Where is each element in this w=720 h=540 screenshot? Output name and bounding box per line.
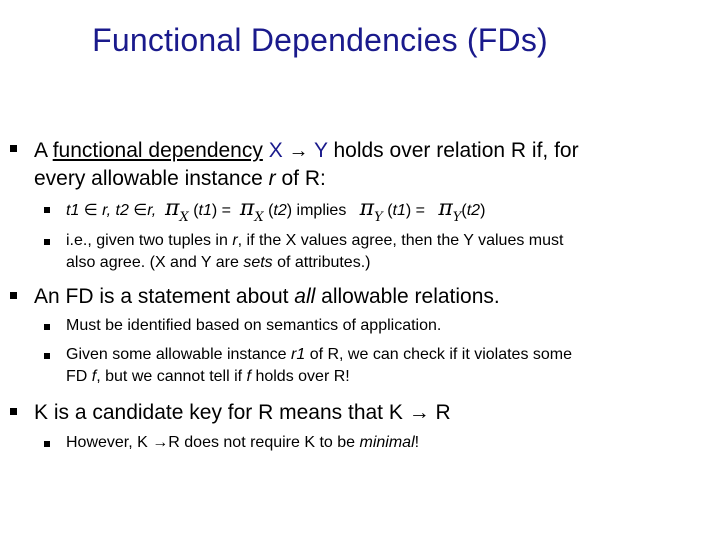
arrow-symbol: → [288, 140, 309, 162]
projection-subscript-x: X [254, 210, 264, 225]
text: K is a candidate key for R means that K [34, 401, 409, 424]
tuple-t2: t2 [273, 202, 287, 219]
projection-subscript-y: Y [452, 210, 462, 225]
paren: ( [387, 202, 393, 219]
arrow-symbol: → [152, 434, 169, 451]
bullet-fd-definition [34, 137, 579, 192]
text: of attributes.) [272, 254, 371, 271]
relation-r: r, [147, 202, 157, 219]
bullet-marker [10, 292, 17, 299]
text: i.e., given two tuples in [66, 232, 233, 249]
sub-bullet-marker [44, 353, 50, 359]
text: , but we cannot tell if [96, 368, 247, 385]
sub-bullet-semantics [66, 315, 441, 337]
text: FD [66, 368, 92, 385]
bullet-fd-statement [34, 283, 500, 310]
tuple-t2: t2 [466, 202, 481, 219]
text: of R: [275, 167, 326, 190]
text: holds over relation R if, for [327, 139, 579, 162]
text: of R, we can check if it violates some [305, 346, 573, 363]
emphasis-all: all [294, 285, 316, 308]
bullet-candidate-key [34, 399, 451, 426]
term-functional-dependency: functional dependency [52, 139, 263, 162]
projection-symbol: π [165, 196, 180, 221]
bullet-marker [10, 145, 17, 152]
arrow-symbol: → [408, 401, 430, 424]
tuple-t1: t1 [198, 202, 212, 219]
text: ! [414, 434, 420, 451]
paren: ) [480, 202, 486, 219]
text: R [429, 401, 451, 424]
emphasis-minimal: minimal [359, 434, 415, 451]
attr-y: Y [308, 139, 328, 162]
text: R does not require K to be [168, 434, 360, 451]
fd-f: f [91, 368, 97, 385]
sub-bullet-marker [44, 239, 50, 245]
implies: implies [292, 202, 347, 219]
slide-title: Functional Dependencies (FDs) [92, 22, 548, 58]
sub-bullet-marker [44, 441, 50, 447]
attr-x: X [262, 139, 283, 162]
paren: ( [461, 202, 467, 219]
element-of: ∈ [79, 202, 103, 219]
paren: ( [268, 202, 274, 219]
sub-bullet-fd-formula [66, 198, 485, 229]
bullet-marker [10, 408, 17, 415]
text: , if the X values agree, then the Y values must [237, 232, 564, 249]
projection-symbol: π [359, 196, 375, 221]
relation-instance-r: r [268, 167, 276, 190]
projection-subscript-y: Y [374, 210, 383, 225]
text: A [34, 139, 53, 162]
equals: = [411, 202, 425, 219]
text: Given some allowable instance [66, 346, 292, 363]
element-of: ∈ [128, 202, 148, 219]
relation-r: r [232, 232, 238, 249]
tuple-t1: t1 [392, 202, 406, 219]
text: Must be identified based on semantics of application. [66, 317, 442, 334]
fd-f: f [246, 368, 251, 385]
paren: ) [405, 202, 412, 219]
paren: ( [193, 202, 199, 219]
relation-r: r, [102, 202, 112, 219]
projection-subscript-x: X [179, 210, 189, 225]
sub-bullet-fd-meaning [66, 230, 563, 274]
emphasis-sets: sets [243, 254, 273, 271]
text: also agree. (X and Y are [66, 254, 244, 271]
instance-r1: r1 [291, 346, 306, 363]
tuple-t1: t1 [66, 202, 80, 219]
equals: = [217, 202, 232, 219]
sub-bullet-check-violation [66, 344, 572, 388]
sub-bullet-marker [44, 207, 50, 213]
text: holds over R! [251, 368, 350, 385]
text: An FD is a statement about [34, 285, 295, 308]
text: However, K [66, 434, 153, 451]
projection-symbol: π [438, 196, 453, 221]
paren: ) [211, 202, 218, 219]
projection-symbol: π [239, 196, 255, 221]
sub-bullet-minimal [66, 432, 419, 454]
sub-bullet-marker [44, 324, 50, 330]
text: allowable relations. [315, 285, 500, 308]
tuple-t2: t2 [111, 202, 129, 219]
text: every allowable instance [34, 167, 269, 190]
paren: ) [286, 202, 293, 219]
